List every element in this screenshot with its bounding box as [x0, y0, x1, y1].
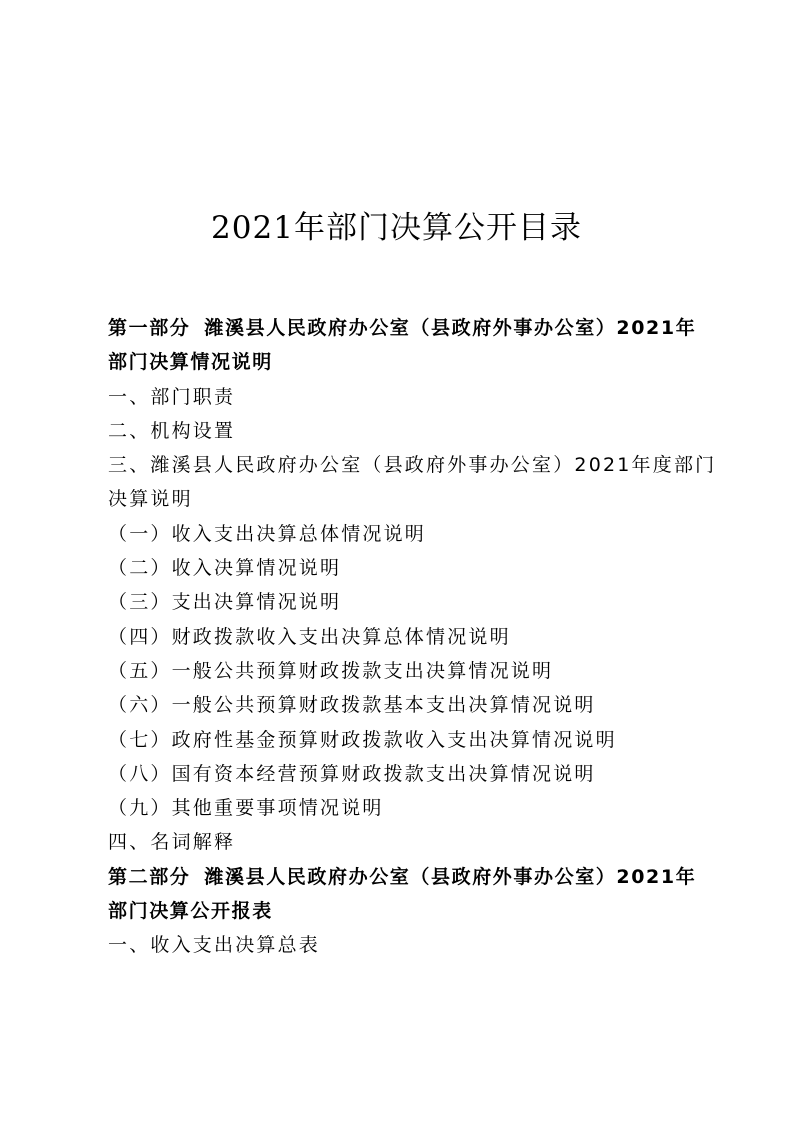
part-two-title-line2: 部门决算公开报表 [108, 900, 273, 923]
part-two-label: 第二部分 [108, 865, 191, 888]
toc-subitem-3: （三）支出决算情况说明 [108, 591, 342, 614]
toc-item-final-accounts-line2: 决算说明 [108, 488, 193, 511]
toc-subitem-8: （八）国有资本经营预算财政拨款支出决算情况说明 [108, 762, 596, 785]
toc-subitem-5: （五）一般公共预算财政拨款支出决算情况说明 [108, 659, 554, 682]
toc-subitem-4: （四）财政拨款收入支出决算总体情况说明 [108, 625, 511, 648]
toc-item-organization: 二、机构设置 [108, 419, 236, 442]
table-of-contents [108, 311, 717, 963]
part-one-title-line2: 部门决算情况说明 [108, 351, 273, 374]
toc-subitem-6: （六）一般公共预算财政拨款基本支出决算情况说明 [108, 694, 596, 717]
part-one-heading [108, 311, 698, 345]
toc-subitem-2: （二）收入决算情况说明 [108, 557, 342, 580]
page-title: 2021年部门决算公开目录 [211, 210, 582, 246]
part-two-heading [108, 860, 698, 894]
part-one-label: 第一部分 [108, 317, 191, 339]
part-one-title-line1: 潍溪县人民政府办公室（县政府外事办公室）2021年 [204, 317, 697, 339]
toc-item-final-accounts-line1: 三、潍溪县人民政府办公室（县政府外事办公室）2021年度部门 [108, 454, 717, 477]
toc-subitem-9: （九）其他重要事项情况说明 [108, 797, 384, 820]
part-two-title-line1: 潍溪县人民政府办公室（县政府外事办公室）2021年 [204, 865, 697, 888]
toc-subitem-7: （七）政府性基金预算财政拨款收入支出决算情况说明 [108, 728, 617, 751]
toc-item-glossary: 四、名词解释 [108, 831, 236, 854]
toc-subitem-1: （一）收入支出决算总体情况说明 [108, 522, 427, 545]
toc-item-duties: 一、部门职责 [108, 385, 236, 408]
toc-item-summary-table: 一、收入支出决算总表 [108, 934, 321, 957]
